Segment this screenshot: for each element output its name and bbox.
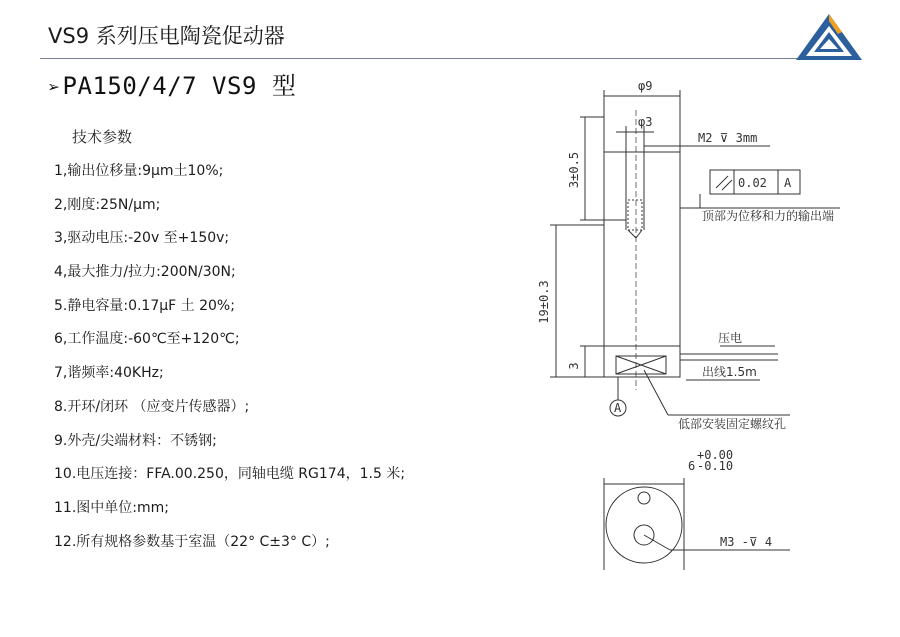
spec-item: 6,工作温度:-60℃至+120℃; <box>54 331 240 348</box>
header-divider <box>40 58 838 59</box>
dim-flat-tol-upper: +0.00 <box>697 448 734 462</box>
dim-inner-diameter: φ3 <box>638 115 653 129</box>
spec-item: 10.电压连接：FFA.00.250，同轴电缆 RG174，1.5 米; <box>54 466 406 483</box>
datum-marker: A <box>614 401 622 415</box>
cable-length-label: 出线1.5m <box>702 365 757 379</box>
product-title <box>48 66 296 101</box>
dim-flat-tol-lower: -0.10 <box>697 459 734 473</box>
dim-top-height: 3±0.5 <box>567 151 581 189</box>
note-top-output: 顶部为位移和力的输出端 <box>702 209 835 223</box>
spec-item: 9.外壳/尖端材料：不锈钢; <box>54 432 217 449</box>
dim-body-height: 19±0.3 <box>537 280 551 324</box>
spec-item: 7,谐频率:40KHz; <box>54 365 164 382</box>
thread-bottom-label: M3 -⊽ 4 <box>720 535 773 549</box>
product-model: PA150/4/7 VS9 型 <box>62 72 297 100</box>
note-bottom-mount: 低部安装固定螺纹孔 <box>678 417 787 431</box>
spec-item: 11.图中单位:mm; <box>54 499 169 516</box>
dim-bottom-height: 3 <box>567 362 581 370</box>
technical-drawing <box>520 70 900 630</box>
spec-item: 3,驱动电压:-20v 至+150v; <box>54 230 230 247</box>
tolerance-datum: A <box>784 176 792 190</box>
spec-item: 5.静电容量:0.17μF 土 20%; <box>54 297 235 314</box>
spec-item: 12.所有规格参数基于室温（22° C±3° C）; <box>54 533 330 550</box>
dim-flat-width: 6 <box>688 459 696 473</box>
header-title: VS9 系列压电陶瓷促动器 <box>48 24 285 48</box>
company-logo <box>794 12 864 62</box>
dim-outer-diameter: φ9 <box>638 79 653 93</box>
piezo-label: 压电 <box>718 331 743 345</box>
spec-list <box>54 160 405 564</box>
spec-item: 4,最大推力/拉力:200N/30N; <box>54 264 236 281</box>
bullet-arrow-icon: ➢ <box>48 75 61 99</box>
thread-top-label: M2 ⊽ 3mm <box>698 131 758 145</box>
specs-heading: 技术参数 <box>72 128 133 146</box>
spec-item: 1,输出位移量:9μm土10%; <box>54 163 224 179</box>
actuator-body-outline <box>604 152 680 377</box>
spec-item: 2,刚度:25N/μm; <box>54 196 161 213</box>
tolerance-value: 0.02 <box>738 176 767 190</box>
spec-item: 8.开环/闭环 （应变片传感器）; <box>54 398 250 415</box>
